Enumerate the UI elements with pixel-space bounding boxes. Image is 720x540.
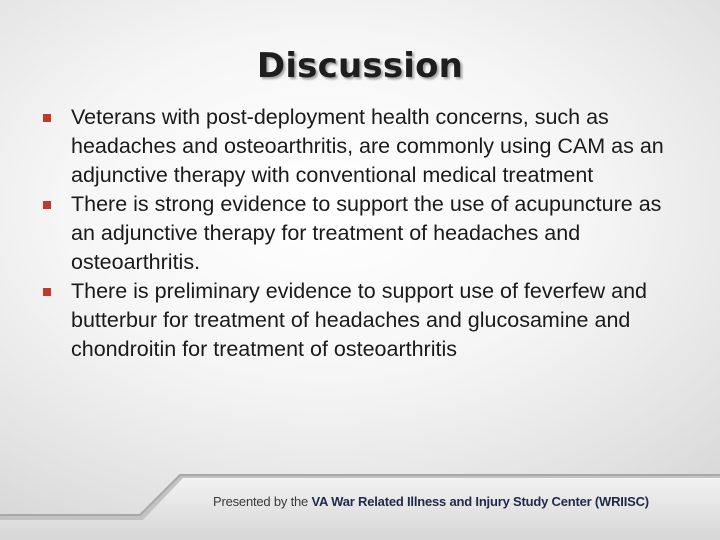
bullet-text: There is strong evidence to support the use of acupuncture as an adjunctive therapy for treatment of headaches and osteoarthritis. — [71, 192, 662, 274]
footer-presented-by: Presented by the — [213, 494, 309, 509]
bullet-item — [40, 277, 690, 364]
bullet-text: Veterans with post-deployment health concerns, such as headaches and osteoarthritis, are commonly using CAM as an adjunctive therapy with conventional medical treatment — [71, 105, 664, 187]
square-bullet-icon — [43, 201, 51, 209]
footer-organization: VA War Related Illness and Injury Study Center (WRIISC) — [311, 494, 649, 509]
bullet-text: There is preliminary evidence to support use of feverfew and butterbur for treatment of headaches and glucosamine and chondroitin for treatment of osteoarthritis — [71, 279, 648, 361]
square-bullet-icon — [43, 288, 51, 296]
slide-title: Discussion — [256, 46, 464, 86]
bullet-list — [40, 103, 690, 364]
bullet-item — [40, 190, 690, 277]
square-bullet-icon — [43, 114, 51, 122]
footer-credit — [213, 494, 713, 509]
bullet-item — [40, 103, 690, 190]
